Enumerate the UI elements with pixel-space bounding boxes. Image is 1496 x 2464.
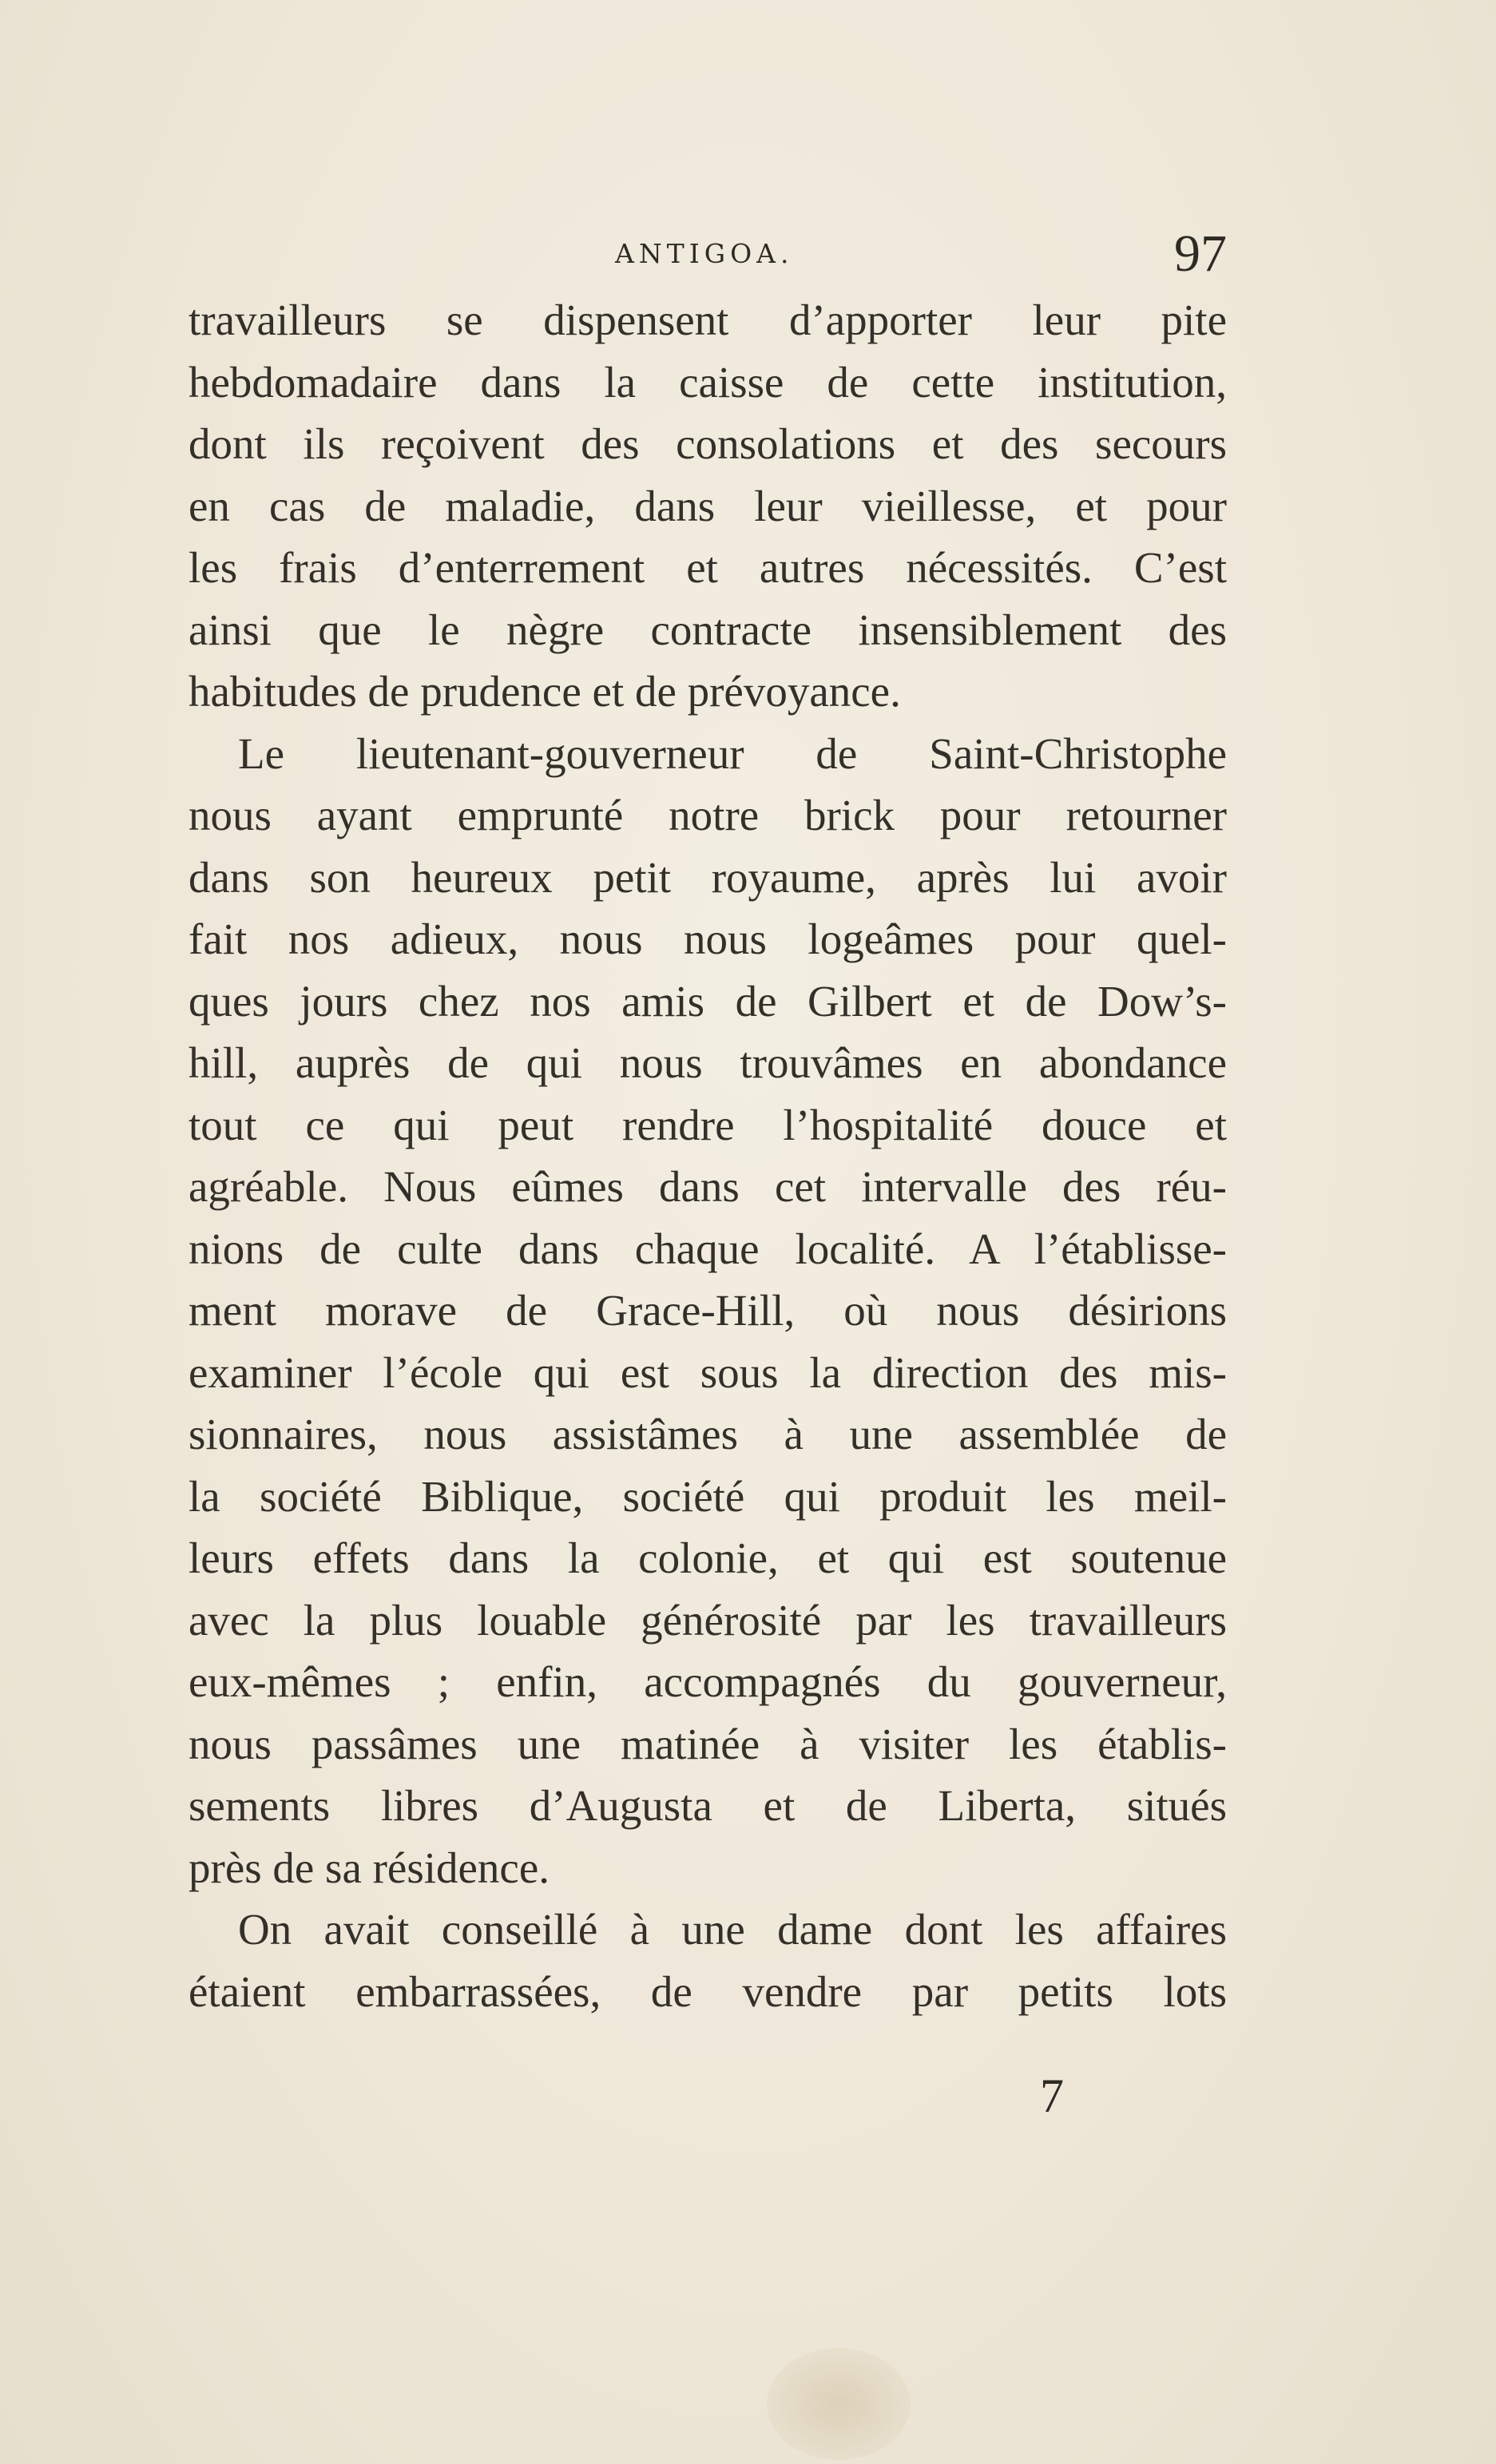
text-line: dont ils reçoivent des consolations et des secours xyxy=(188,419,1227,468)
text-line: près de sa résidence. xyxy=(188,1843,550,1892)
text-line: en cas de maladie, dans leur vieillesse, et pour xyxy=(188,481,1227,530)
text-line: travailleurs se dispensent d’apporter leur pite xyxy=(188,296,1227,344)
text-line: sements libres d’Augusta et de Liberta, situés xyxy=(188,1781,1227,1830)
signature-mark: 7 xyxy=(1040,2069,1064,2122)
text-line: ment morave de Grace-Hill, où nous désirions xyxy=(188,1286,1227,1335)
text-line: nous ayant emprunté notre brick pour retourner xyxy=(188,791,1227,839)
text-line: fait nos adieux, nous nous logeâmes pour quel- xyxy=(188,915,1227,963)
text-line: eux-mêmes ; enfin, accompagnés du gouverneur, xyxy=(188,1657,1227,1706)
text-line: la société Biblique, société qui produit les meil- xyxy=(188,1471,1227,1521)
text-line: hebdomadaire dans la caisse de cette institution, xyxy=(188,357,1227,407)
text-line: On avait conseillé à une dame dont les affaires xyxy=(238,1905,1227,1954)
text-line: Le lieutenant-gouverneur de Saint-Christophe xyxy=(238,728,1227,778)
text-line: agréable. Nous eûmes dans cet intervalle des réu- xyxy=(188,1162,1227,1211)
text-line: ainsi que le nègre contracte insensiblement des xyxy=(188,605,1227,654)
text-line: tout ce qui peut rendre l’hospitalité douce et xyxy=(188,1100,1227,1149)
running-title: ANTIGOA. xyxy=(615,238,794,269)
text-line: leurs effets dans la colonie, et qui est soutenue xyxy=(188,1534,1227,1582)
body-text xyxy=(188,289,1227,2022)
text-line: nous passâmes une matinée à visiter les établis- xyxy=(188,1719,1227,1768)
text-line: hill, auprès de qui nous trouvâmes en abondance xyxy=(188,1038,1227,1087)
text-line: les frais d’enterrement et autres nécessités. C’est xyxy=(188,543,1227,592)
text-line: dans son heureux petit royaume, après lui avoir xyxy=(188,852,1227,902)
text-line: nions de culte dans chaque localité. A l’établisse- xyxy=(188,1224,1227,1273)
text-line: sionnaires, nous assistâmes à une assemblée de xyxy=(188,1410,1227,1458)
text-line: examiner l’école qui est sous la direction des mis- xyxy=(188,1347,1227,1397)
text-line: étaient embarrassées, de vendre par petits lots xyxy=(188,1966,1227,2016)
page-header xyxy=(188,224,1227,288)
page-number: 97 xyxy=(1174,224,1227,283)
text-line: avec la plus louable générosité par les travailleurs xyxy=(188,1595,1227,1645)
paper-stain xyxy=(767,2348,911,2460)
text-line: habitudes de prudence et de prévoyance. xyxy=(188,667,901,716)
text-line: ques jours chez nos amis de Gilbert et de Dow’s- xyxy=(188,976,1227,1026)
